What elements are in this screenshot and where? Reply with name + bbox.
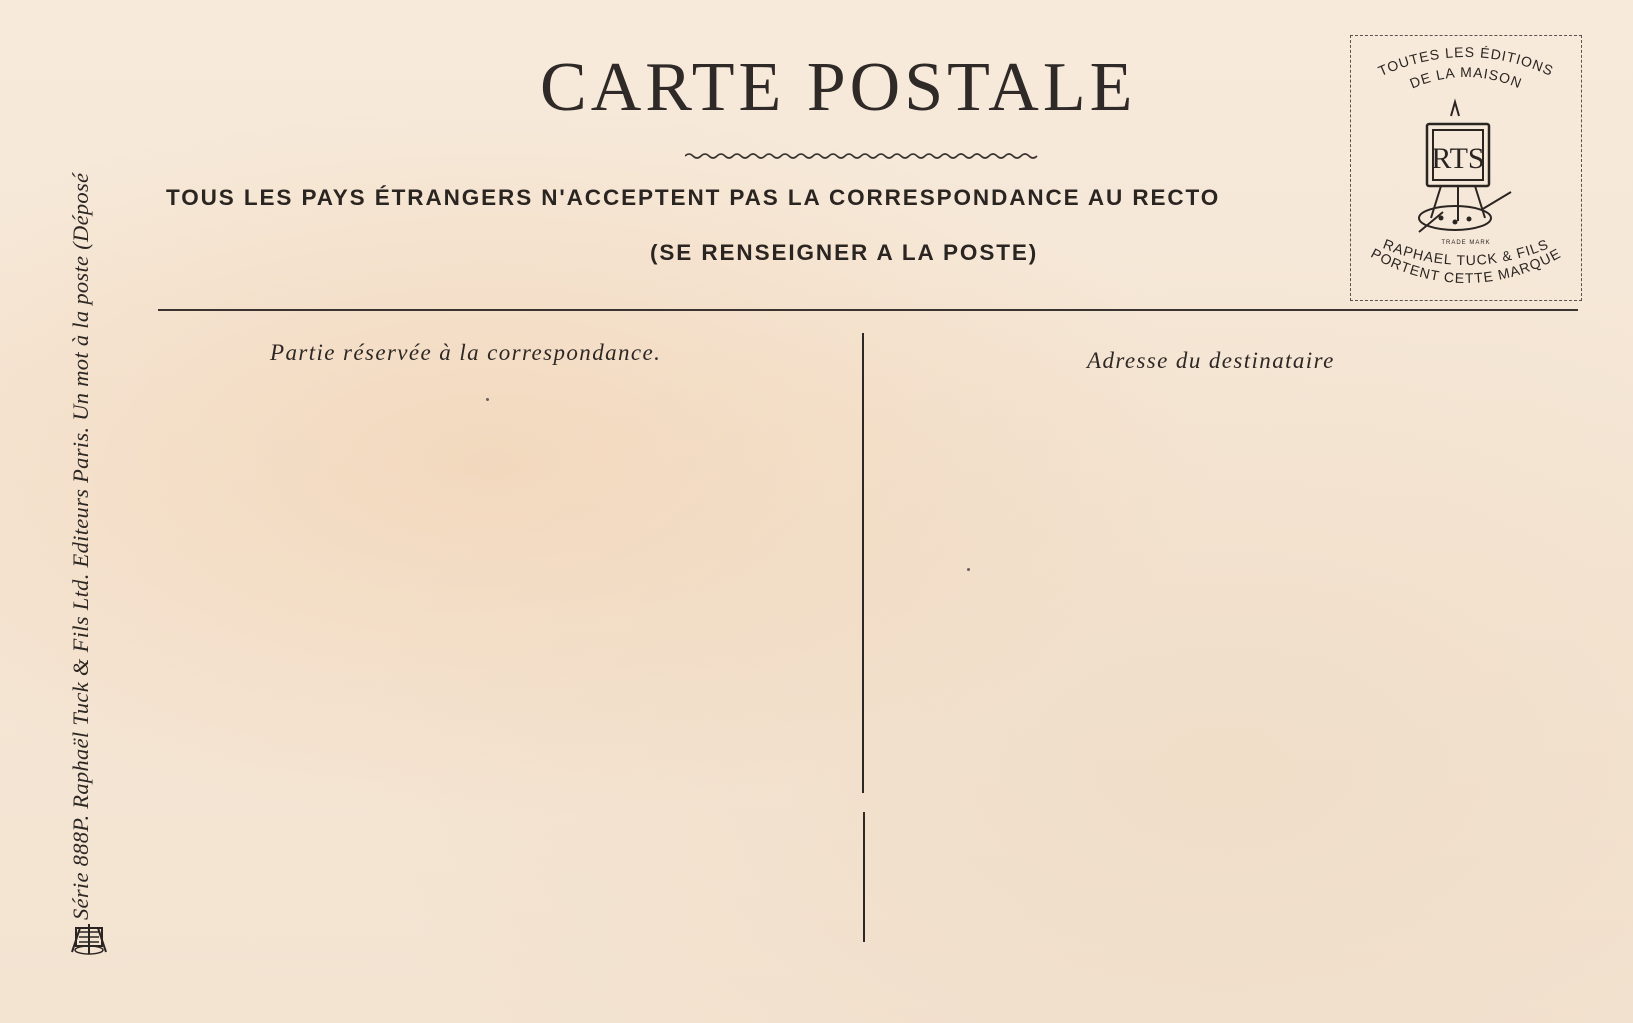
wavy-divider <box>685 150 1040 162</box>
stamp-bottom-arc-2: PORTENT CETTE MARQUE <box>1368 244 1564 287</box>
publisher-text: Série 888P. Raphaël Tuck & Fils Ltd. Editeurs Paris. Un mot à la poste (Déposé <box>68 172 93 920</box>
vertical-divider-top <box>862 333 864 793</box>
correspondence-label: Partie réservée à la correspondance. <box>270 340 662 365</box>
stamp-trade-mark: TRADE MARK <box>1441 240 1491 246</box>
ink-speck <box>486 398 489 401</box>
vertical-divider-bottom <box>863 812 865 942</box>
svg-text:RTS: RTS <box>1431 142 1485 175</box>
horizontal-divider <box>158 309 1578 311</box>
svg-text:DE LA MAISON <box>1407 64 1524 91</box>
stamp-top-arc-2: DE LA MAISON <box>1407 63 1525 92</box>
stamp-box <box>1350 35 1582 301</box>
post-office-notice: (SE RENSEIGNER A LA POSTE) <box>650 240 1039 265</box>
easel-palette-icon <box>1419 102 1511 232</box>
ink-speck <box>967 568 970 571</box>
publisher-side-text <box>68 30 108 950</box>
correspondence-notice: TOUS LES PAYS ÉTRANGERS N'ACCEPTENT PAS LA CORRESPONDANCE AU RECTO <box>166 185 1221 210</box>
stamp-top-arc-1: TOUTES LES ÉDITIONS <box>1375 43 1557 79</box>
address-label: Adresse du destinataire <box>1087 348 1335 373</box>
easel-logo-icon <box>66 922 112 956</box>
page-title: CARTE POSTALE <box>540 49 1137 126</box>
stamp-bottom-arc-1: RAPHAEL TUCK & FILS <box>1381 235 1551 269</box>
stamp-trademark <box>1351 36 1581 300</box>
